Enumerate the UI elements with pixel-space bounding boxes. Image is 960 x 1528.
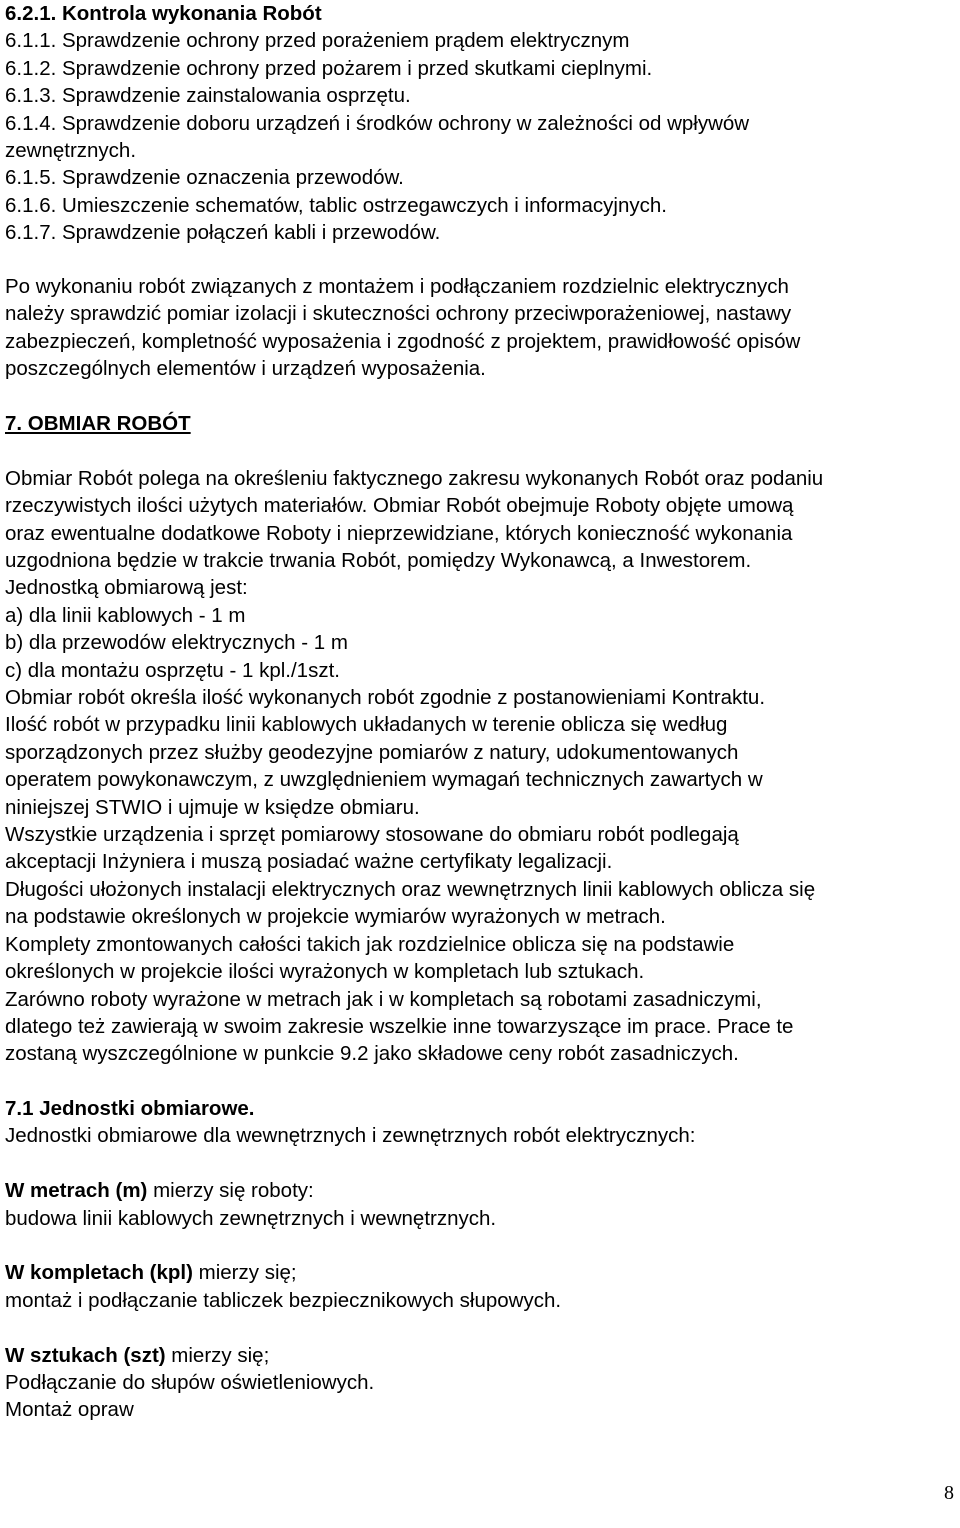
unit-sets-rest: mierzy się; bbox=[192, 1261, 297, 1285]
paragraph-line: poszczególnych elementów i urządzeń wyposażenia. bbox=[5, 357, 486, 381]
toc-item: zewnętrznych. bbox=[5, 139, 137, 163]
toc-item: 6.1.6. Umieszczenie schematów, tablic ostrzegawczych i informacyjnych. bbox=[5, 193, 667, 217]
paragraph-line: Wszystkie urządzenia i sprzęt pomiarowy stosowane do obmiaru robót podlegają bbox=[5, 823, 739, 847]
paragraph-line: Długości ułożonych instalacji elektrycznych oraz wewnętrznych linii kablowych oblicza się bbox=[5, 877, 816, 901]
toc-item: 6.1.1. Sprawdzenie ochrony przed porażeniem prądem elektrycznym bbox=[5, 29, 630, 53]
paragraph-line: należy sprawdzić pomiar izolacji i skuteczności ochrony przeciwporażeniowej, nastawy bbox=[5, 302, 792, 326]
unit-pieces-rest: mierzy się; bbox=[165, 1343, 270, 1367]
unit-metres-heading bbox=[5, 1177, 695, 1204]
paragraph-line: określonych w projekcie ilości wyrażonych w kompletach lub sztukach. bbox=[5, 960, 645, 984]
unit-sets-label: W kompletach (kpl) bbox=[5, 1261, 193, 1285]
paragraph-line: niniejszej STWIO i ujmuje w księdze obmiaru. bbox=[5, 795, 420, 819]
toc-item: 6.1.4. Sprawdzenie doboru urządzeń i środków ochrony w zależności od wpływów bbox=[5, 111, 750, 135]
unit-metres-rest: mierzy się roboty: bbox=[147, 1179, 314, 1203]
paragraph-line: Obmiar Robót polega na określeniu faktycznego zakresu wykonanych Robót oraz podaniu bbox=[5, 466, 824, 490]
page-number: 8 bbox=[944, 1482, 954, 1504]
unit-sets-line: montaż i podłączanie tabliczek bezpiecznikowych słupowych. bbox=[5, 1288, 562, 1312]
section-7-1 bbox=[5, 1095, 695, 1424]
toc-block bbox=[5, 0, 749, 247]
list-item: a) dla linii kablowych - 1 m bbox=[5, 603, 246, 627]
unit-sets-heading bbox=[5, 1259, 695, 1286]
unit-pieces-line: Podłączanie do słupów oświetleniowych. bbox=[5, 1371, 375, 1395]
paragraph-line: sporządzonych przez służby geodezyjne pomiarów z natury, udokumentowanych bbox=[5, 740, 739, 764]
paragraph-line: na podstawie określonych w projekcie wymiarów wyrażonych w metrach. bbox=[5, 905, 666, 929]
paragraph-line: Komplety zmontowanych całości takich jak rozdzielnice oblicza się na podstawie bbox=[5, 932, 735, 956]
paragraph-line: Zarówno roboty wyrażone w metrach jak i w kompletach są robotami zasadniczymi, bbox=[5, 987, 762, 1011]
list-item: b) dla przewodów elektrycznych - 1 m bbox=[5, 631, 348, 655]
intro-paragraph bbox=[5, 273, 800, 383]
paragraph-line: Obmiar robót określa ilość wykonanych robót zgodnie z postanowieniami Kontraktu. bbox=[5, 686, 766, 710]
unit-metres-label: W metrach (m) bbox=[5, 1179, 148, 1203]
toc-item: 6.1.2. Sprawdzenie ochrony przed pożarem i przed skutkami cieplnymi. bbox=[5, 56, 653, 80]
toc-heading: 6.2.1. Kontrola wykonania Robót bbox=[5, 2, 322, 25]
paragraph-line: zabezpieczeń, kompletność wyposażenia i zgodność z projektem, prawidłowość opisów bbox=[5, 329, 801, 353]
toc-item: 6.1.5. Sprawdzenie oznaczenia przewodów. bbox=[5, 166, 404, 190]
toc-item: 6.1.7. Sprawdzenie połączeń kabli i przewodów. bbox=[5, 221, 441, 245]
section-7-heading: 7. OBMIAR ROBÓT bbox=[5, 412, 191, 435]
toc-item: 6.1.3. Sprawdzenie zainstalowania osprzętu. bbox=[5, 84, 411, 108]
unit-pieces-line: Montaż opraw bbox=[5, 1398, 134, 1422]
paragraph-line: Jednostką obmiarową jest: bbox=[5, 576, 248, 600]
unit-pieces-label: W sztukach (szt) bbox=[5, 1343, 166, 1367]
paragraph-line: zostaną wyszczególnione w punkcie 9.2 jako składowe ceny robót zasadniczych. bbox=[5, 1042, 739, 1066]
paragraph-line: Po wykonaniu robót związanych z montażem i podłączaniem rozdzielnic elektrycznych bbox=[5, 275, 789, 298]
paragraph-line: oraz ewentualne dodatkowe Roboty i nieprzewidziane, których konieczność wykonania bbox=[5, 521, 793, 545]
paragraph-line: akceptacji Inżyniera i muszą posiadać ważne certyfikaty legalizacji. bbox=[5, 850, 613, 874]
paragraph-line: operatem powykonawczym, z uwzględnieniem wymagań technicznych zawartych w bbox=[5, 768, 763, 792]
unit-metres-line: budowa linii kablowych zewnętrznych i wewnętrznych. bbox=[5, 1206, 497, 1230]
list-item: c) dla montażu osprzętu - 1 kpl./1szt. bbox=[5, 658, 340, 682]
section-7 bbox=[5, 410, 823, 1068]
section-7-1-intro: Jednostki obmiarowe dla wewnętrznych i zewnętrznych robót elektrycznych: bbox=[5, 1124, 696, 1148]
paragraph-line: rzeczywistych ilości użytych materiałów. Obmiar Robót obejmuje Roboty objęte umową bbox=[5, 494, 794, 518]
paragraph-line: uzgodniona będzie w trakcie trwania Robót, pomiędzy Wykonawcą, a Inwestorem. bbox=[5, 549, 752, 573]
paragraph-line: Ilość robót w przypadku linii kablowych układanych w terenie oblicza się według bbox=[5, 713, 728, 737]
section-7-1-heading: 7.1 Jednostki obmiarowe. bbox=[5, 1097, 255, 1120]
paragraph-line: dlatego też zawierają w swoim zakresie wszelkie inne towarzyszące im prace. Prace te bbox=[5, 1014, 794, 1038]
unit-pieces-heading bbox=[5, 1342, 695, 1369]
